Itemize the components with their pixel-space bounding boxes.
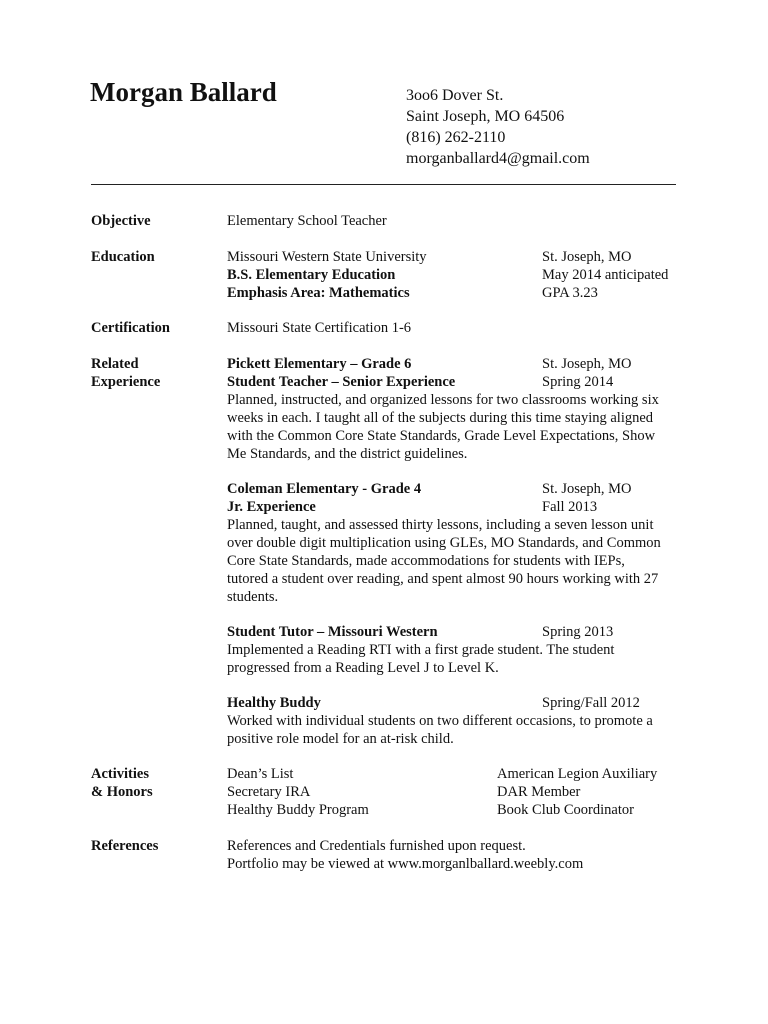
emphasis-area: Emphasis Area: Mathematics bbox=[227, 285, 410, 301]
applicant-name: Morgan Ballard bbox=[90, 77, 277, 107]
entry-title: Coleman Elementary - Grade 4 bbox=[227, 481, 422, 497]
entry-description-line: weeks in each. I taught all of the subjects during this time staying aligned bbox=[227, 410, 654, 426]
degree: B.S. Elementary Education bbox=[227, 267, 396, 283]
activity-item: Book Club Coordinator bbox=[497, 802, 634, 818]
entry-title: Pickett Elementary – Grade 6 bbox=[227, 356, 412, 372]
experience-label-line-2: Experience bbox=[91, 374, 161, 390]
entry-description-line: Planned, instructed, and organized lessons for two classrooms working six bbox=[227, 392, 659, 408]
references-content bbox=[227, 837, 682, 873]
references-line: References and Credentials furnished upon request. bbox=[227, 838, 526, 854]
certification-text: Missouri State Certification 1-6 bbox=[227, 320, 412, 336]
entry-date: Spring/Fall 2012 bbox=[542, 695, 640, 711]
entry-description-line: over double digit multiplication using GLEs, MO Standards, and Common bbox=[227, 535, 661, 551]
address-line-2: Saint Joseph, MO 64506 bbox=[406, 108, 565, 125]
references-label: References bbox=[91, 838, 159, 854]
school-location: St. Joseph, MO bbox=[542, 249, 632, 265]
contact-block bbox=[406, 85, 590, 169]
graduation-date: May 2014 anticipated bbox=[542, 267, 669, 283]
experience-content bbox=[227, 355, 682, 748]
entry-title: Student Tutor – Missouri Western bbox=[227, 624, 438, 640]
email-address: morganballard4@gmail.com bbox=[406, 150, 590, 167]
activity-item: DAR Member bbox=[497, 784, 581, 800]
entry-title: Healthy Buddy bbox=[227, 695, 321, 711]
objective-label: Objective bbox=[91, 213, 151, 229]
experience-entry bbox=[227, 694, 682, 748]
entry-description-line: with the Common Core State Standards, Grade Level Expectations, Show bbox=[227, 428, 656, 444]
education-content bbox=[227, 248, 682, 302]
entry-description-line: Worked with individual students on two different occasions, to promote a bbox=[227, 713, 653, 729]
activities-label-line-2: & Honors bbox=[91, 784, 153, 800]
activities-label-line-1: Activities bbox=[91, 766, 149, 782]
activities-label bbox=[91, 765, 221, 801]
experience-entry bbox=[227, 355, 682, 463]
certification-label: Certification bbox=[91, 320, 170, 336]
activity-item: American Legion Auxiliary bbox=[497, 766, 658, 782]
entry-date: Spring 2014 bbox=[542, 374, 614, 390]
entry-description-line: Planned, taught, and assessed thirty lessons, including a seven lesson unit bbox=[227, 517, 654, 533]
experience-entry bbox=[227, 480, 682, 606]
entry-description-line: students. bbox=[227, 589, 279, 605]
school-name: Missouri Western State University bbox=[227, 249, 427, 265]
entry-description-line: Me Standards, and the district guidelines. bbox=[227, 446, 468, 462]
entry-description-line: Implemented a Reading RTI with a first grade student. The student bbox=[227, 642, 615, 658]
portfolio-line: Portfolio may be viewed at www.morganlballard.weebly.com bbox=[227, 856, 584, 872]
entry-description-line: tutored a student over reading, and spent almost 90 hours working with 27 bbox=[227, 571, 659, 587]
activities-right-column bbox=[497, 765, 657, 819]
activities-left-column bbox=[227, 765, 369, 819]
entry-role: Student Teacher – Senior Experience bbox=[227, 374, 456, 390]
activity-item: Secretary IRA bbox=[227, 784, 311, 800]
entry-location: St. Joseph, MO bbox=[542, 481, 632, 497]
gpa: GPA 3.23 bbox=[542, 285, 598, 301]
entry-description-line: progressed from a Reading Level J to Level K. bbox=[227, 660, 499, 676]
activity-item: Dean’s List bbox=[227, 766, 294, 782]
entry-date: Spring 2013 bbox=[542, 624, 614, 640]
activity-item: Healthy Buddy Program bbox=[227, 802, 369, 818]
objective-text: Elementary School Teacher bbox=[227, 213, 387, 229]
entry-date: Fall 2013 bbox=[542, 499, 598, 515]
entry-description-line: positive role model for an at-risk child. bbox=[227, 731, 454, 747]
header-divider bbox=[91, 184, 676, 185]
entry-role: Jr. Experience bbox=[227, 499, 316, 515]
address-line-1: 3oo6 Dover St. bbox=[406, 87, 504, 104]
entry-location: St. Joseph, MO bbox=[542, 356, 632, 372]
phone-number: (816) 262-2110 bbox=[406, 129, 506, 146]
experience-entry bbox=[227, 623, 682, 677]
entry-description-line: Core State Standards, made accommodations for students with IEPs, bbox=[227, 553, 625, 569]
education-label: Education bbox=[91, 249, 155, 265]
experience-label-line-1: Related bbox=[91, 356, 139, 372]
experience-label bbox=[91, 355, 221, 391]
